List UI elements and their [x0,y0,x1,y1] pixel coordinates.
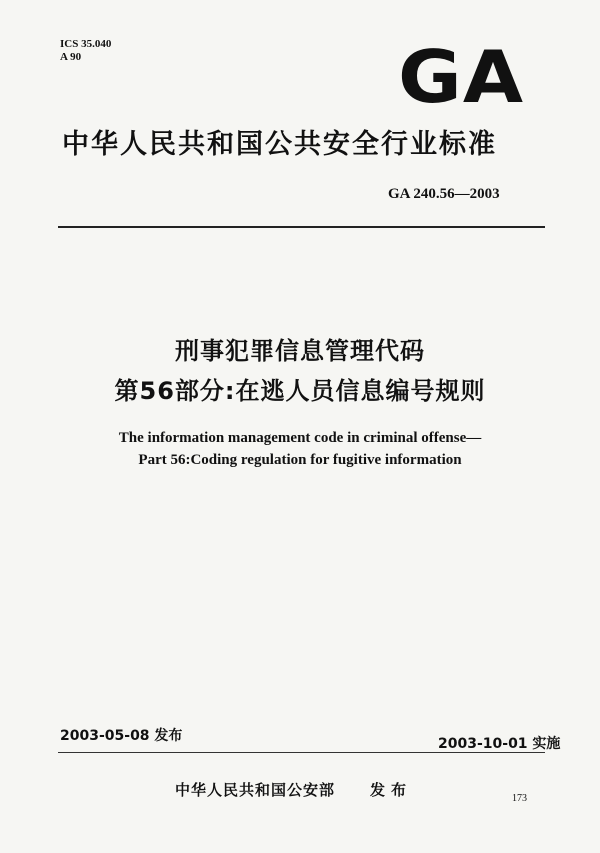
chinese-title-line-1: 刑事犯罪信息管理代码 [175,337,425,365]
ga-logo: GA [398,35,525,119]
ccs-code: A 90 [60,51,82,63]
footer-divider [58,752,545,753]
header-divider [58,226,545,228]
issuing-verb: 发布 [370,781,413,799]
agency-title: 中华人民共和国公共安全行业标准 [62,129,497,160]
english-title-line-2: Part 56:Coding regulation for fugitive information [138,452,462,468]
classification-block [60,38,111,64]
ics-code: ICS 35.040 [60,38,112,50]
standard-number: GA 240.56—2003 [388,186,500,202]
english-title-line-1: The information management code in criminal offense— [118,430,482,446]
issue-date: 2003-05-08 发布 [60,728,183,744]
page-number: 173 [512,793,527,804]
chinese-title-line-2: 第56部分:在逃人员信息编号规则 [114,377,486,405]
issuing-authority: 中华人民共和国公安部 [175,781,336,799]
implementation-date: 2003-10-01 实施 [438,736,561,752]
